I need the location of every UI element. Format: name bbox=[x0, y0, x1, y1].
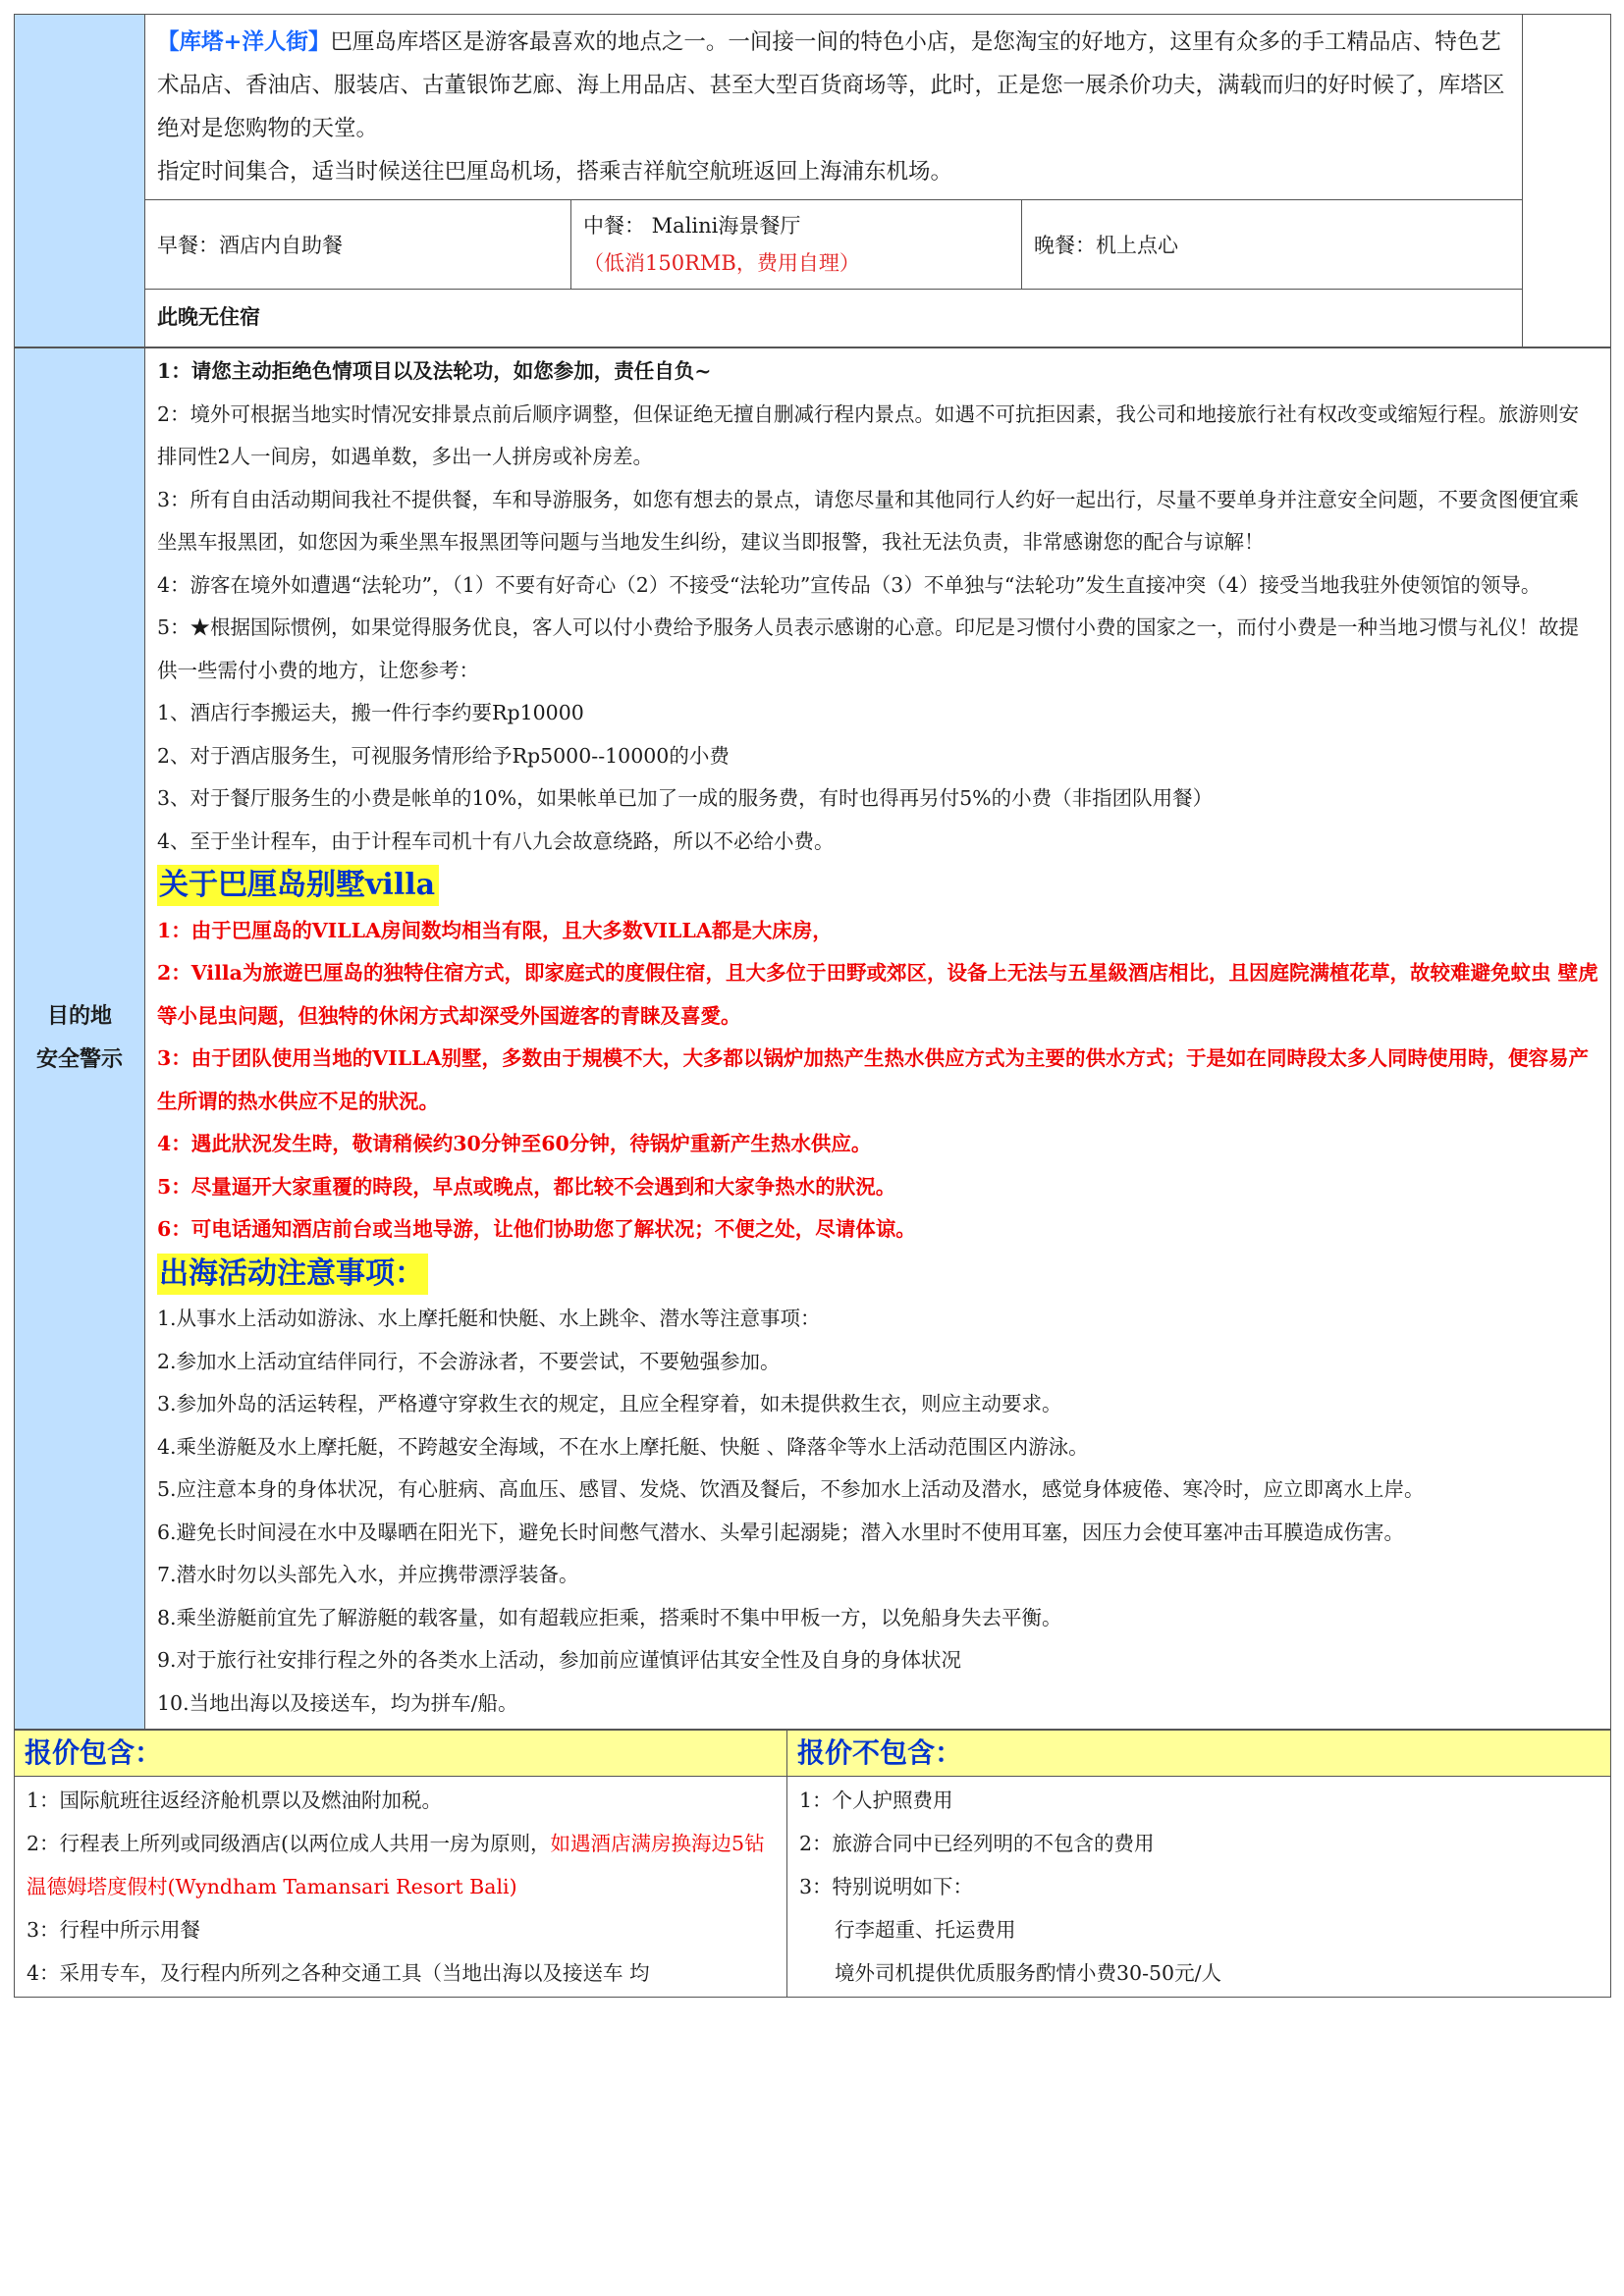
quote-table bbox=[14, 1730, 1611, 1998]
included-item bbox=[27, 1822, 775, 1908]
villa-item: 1：由于巴厘岛的VILLA房间数均相当有限，且大多数VILLA都是大床房， bbox=[157, 918, 833, 942]
lunch-note: （低消150RMB，费用自理） bbox=[583, 251, 860, 275]
safety-table bbox=[14, 347, 1611, 1730]
tip-item: 2、对于酒店服务生，可视服务情形给予Rp5000--10000的小费 bbox=[157, 743, 730, 768]
villa-item: 5：尽量逼开大家重覆的時段，早点或晚点，都比较不会遇到和大家争热水的狀況。 bbox=[157, 1174, 896, 1199]
included-item2-text: 2：行程表上所列或同级酒店(以两位成人共用一房为原则， bbox=[27, 1832, 551, 1855]
excluded-subitem: 行李超重、托运费用 bbox=[835, 1918, 1016, 1942]
villa-heading: 关于巴厘岛别墅villa bbox=[157, 865, 439, 906]
excluded-subitem: 境外司机提供优质服务酌情小费30-50元/人 bbox=[835, 1961, 1222, 1985]
safety-label-cell bbox=[15, 348, 145, 1730]
itinerary-day-table bbox=[14, 14, 1611, 347]
quote-excluded-heading: 报价不包含： bbox=[787, 1731, 1611, 1777]
tip-item: 3、对于餐厅服务生的小费是帐单的10%，如果帐单已加了一成的服务费，有时也得再另付5%的小费（非指团队用餐） bbox=[157, 786, 1214, 810]
note-item: 1：请您主动拒绝色情项目以及法轮功，如您参加，责任自负~ bbox=[157, 359, 712, 383]
safety-label-line1: 目的地 bbox=[46, 1004, 112, 1029]
lunch-cell bbox=[571, 200, 1022, 290]
note-item: 2：境外可根据当地实时情况安排景点前后顺序调整，但保证绝无擅自删减行程内景点。如遇不可抗拒因素，我公司和地接旅行社有权改变或缩短行程。旅游则安排同性2人一间房，如遇单数，多出一人拼房或补房差。 bbox=[157, 401, 1580, 468]
sea-item: 5.应注意本身的身体状况，有心脏病、高血压、感冒、发烧、饮酒及餐后，不参加水上活动及潜水，感觉身体疲倦、寒冷时，应立即离水上岸。 bbox=[157, 1477, 1425, 1501]
note-item: 4：游客在境外如遭遇“法轮功”，（1）不要有好奇心（2）不接受“法轮功”宣传品（3）不单独与“法轮功”发生直接冲突（4）接受当地我驻外使领馆的领导。 bbox=[157, 572, 1542, 597]
tip-item: 4、至于坐计程车，由于计程车司机十有八九会故意绕路，所以不必给小费。 bbox=[157, 828, 835, 853]
safety-notes bbox=[145, 348, 1611, 1730]
lunch-text: 中餐： Malini海景餐厅 bbox=[583, 214, 801, 238]
excluded-item: 2：旅游合同中已经列明的不包含的费用 bbox=[799, 1832, 1155, 1855]
villa-item: 2：Villa为旅遊巴厘岛的独特住宿方式，即家庭式的度假住宿，且大多位于田野或郊区，设备上无法与五星級酒店相比，且因庭院满植花草，故较难避免蚊虫 壁虎等小昆虫问题，但独特的休闲方式却深受外国遊客的青睐及喜愛。 bbox=[157, 961, 1598, 1028]
safety-label-line2: 安全警示 bbox=[35, 1047, 123, 1072]
airport-transfer-text: 指定时间集合，适当时候送往巴厘岛机场，搭乘吉祥航空航班返回上海浦东机场。 bbox=[157, 159, 953, 185]
sea-item: 6.避免长时间浸在水中及曝晒在阳光下，避免长时间憋气潜水、头晕引起溺毙；潜入水里时不使用耳塞，因压力会使耳塞冲击耳膜造成伤害。 bbox=[157, 1520, 1405, 1544]
itinerary-page bbox=[14, 14, 1610, 1998]
quote-included-heading: 报价包含： bbox=[15, 1731, 787, 1777]
kuta-description: 巴厘岛库塔区是游客最喜欢的地点之一。一间接一间的特色小店，是您淘宝的好地方，这里有众多的手工精品店、特色艺术品店、香油店、服装店、古董银饰艺廊、海上用品店、甚至大型百货商场等，此时，正是您一展杀价功夫，满载而归的好时候了，库塔区绝对是您购物的天堂。 bbox=[157, 29, 1505, 141]
sea-item: 7.潜水时勿以头部先入水，并应携带漂浮装备。 bbox=[157, 1563, 579, 1586]
sea-activity-heading: 出海活动注意事项： bbox=[157, 1254, 428, 1295]
day-label-cell bbox=[15, 15, 145, 347]
sea-item: 4.乘坐游艇及水上摩托艇，不跨越安全海域，不在水上摩托艇、快艇 、降落伞等水上活动范围区内游泳。 bbox=[157, 1434, 1089, 1459]
dinner-text: 晚餐：机上点心 bbox=[1034, 234, 1178, 257]
kuta-highlight: 【库塔+洋人街】 bbox=[157, 29, 331, 55]
included-item: 1：国际航班往返经济舱机票以及燃油附加税。 bbox=[27, 1789, 443, 1812]
villa-item: 3：由于团队使用当地的VILLA别墅，多数由于規模不大，大多都以锅炉加热产生热水供应方式为主要的供水方式；于是如在同時段太多人同時使用時，便容易产生所谓的热水供应不足的狀況。 bbox=[157, 1046, 1589, 1113]
note-item: 3：所有自由活动期间我社不提供餐，车和导游服务，如您有想去的景点，请您尽量和其他同行人约好一起出行，尽量不要单身并注意安全问题，不要贪图便宜乘坐黑车报黑团，如您因为乘坐黑车报黑团等问题与当地发生纠纷，建议当即报警，我社无法负责，非常感谢您的配合与谅解！ bbox=[157, 487, 1580, 554]
quote-included-list bbox=[15, 1777, 787, 1998]
sea-item: 2.参加水上活动宜结伴同行，不会游泳者，不要尝试，不要勉强参加。 bbox=[157, 1349, 781, 1373]
dinner-cell bbox=[1022, 200, 1523, 290]
sea-item: 9.对于旅行社安排行程之外的各类水上活动，参加前应谨慎评估其安全性及自身的身体状况 bbox=[157, 1648, 962, 1672]
quote-excluded-list bbox=[787, 1777, 1611, 1998]
day-side-cell bbox=[1523, 15, 1611, 347]
breakfast-text: 早餐：酒店内自助餐 bbox=[157, 234, 343, 257]
accommodation-cell bbox=[145, 290, 1523, 347]
sea-item: 3.参加外岛的活运转程，严格遵守穿救生衣的规定，且应全程穿着，如未提供救生衣，则应主动要求。 bbox=[157, 1392, 1062, 1415]
sea-item: 8.乘坐游艇前宜先了解游艇的载客量，如有超载应拒乘，搭乘时不集中甲板一方，以免船身失去平衡。 bbox=[157, 1605, 1062, 1629]
sea-item: 10.当地出海以及接送车，均为拼车/船。 bbox=[157, 1690, 518, 1715]
day-description bbox=[145, 15, 1523, 200]
included-item2-note: 如遇酒店满房换海边5钻温德姆塔度假村(Wyndham Tamansari Resort Bali) bbox=[27, 1832, 765, 1898]
accommodation-text: 此晚无住宿 bbox=[157, 304, 260, 329]
excluded-item: 1：个人护照费用 bbox=[799, 1789, 953, 1812]
included-item: 3：行程中所示用餐 bbox=[27, 1918, 201, 1942]
villa-item: 4：遇此狀況发生時，敬请稍候约30分钟至60分钟，待锅炉重新产生热水供应。 bbox=[157, 1132, 872, 1155]
included-item: 4：采用专车，及行程内所列之各种交通工具（当地出海以及接送车 均 bbox=[27, 1961, 650, 1985]
note-item: 5：★根据国际惯例，如果觉得服务优良，客人可以付小费给予服务人员表示感谢的心意。印尼是习惯付小费的国家之一，而付小费是一种当地习惯与礼仪！故提供一些需付小费的地方，让您参考： bbox=[157, 615, 1580, 682]
breakfast-cell bbox=[145, 200, 571, 290]
villa-item: 6：可电话通知酒店前台或当地导游，让他们协助您了解状况；不便之处，尽请体谅。 bbox=[157, 1217, 916, 1241]
sea-item: 1.从事水上活动如游泳、水上摩托艇和快艇、水上跳伞、潜水等注意事项： bbox=[157, 1307, 821, 1330]
excluded-item: 3：特别说明如下： bbox=[799, 1875, 974, 1898]
tip-item: 1、酒店行李搬运夫，搬一件行李约要Rp10000 bbox=[157, 701, 584, 724]
